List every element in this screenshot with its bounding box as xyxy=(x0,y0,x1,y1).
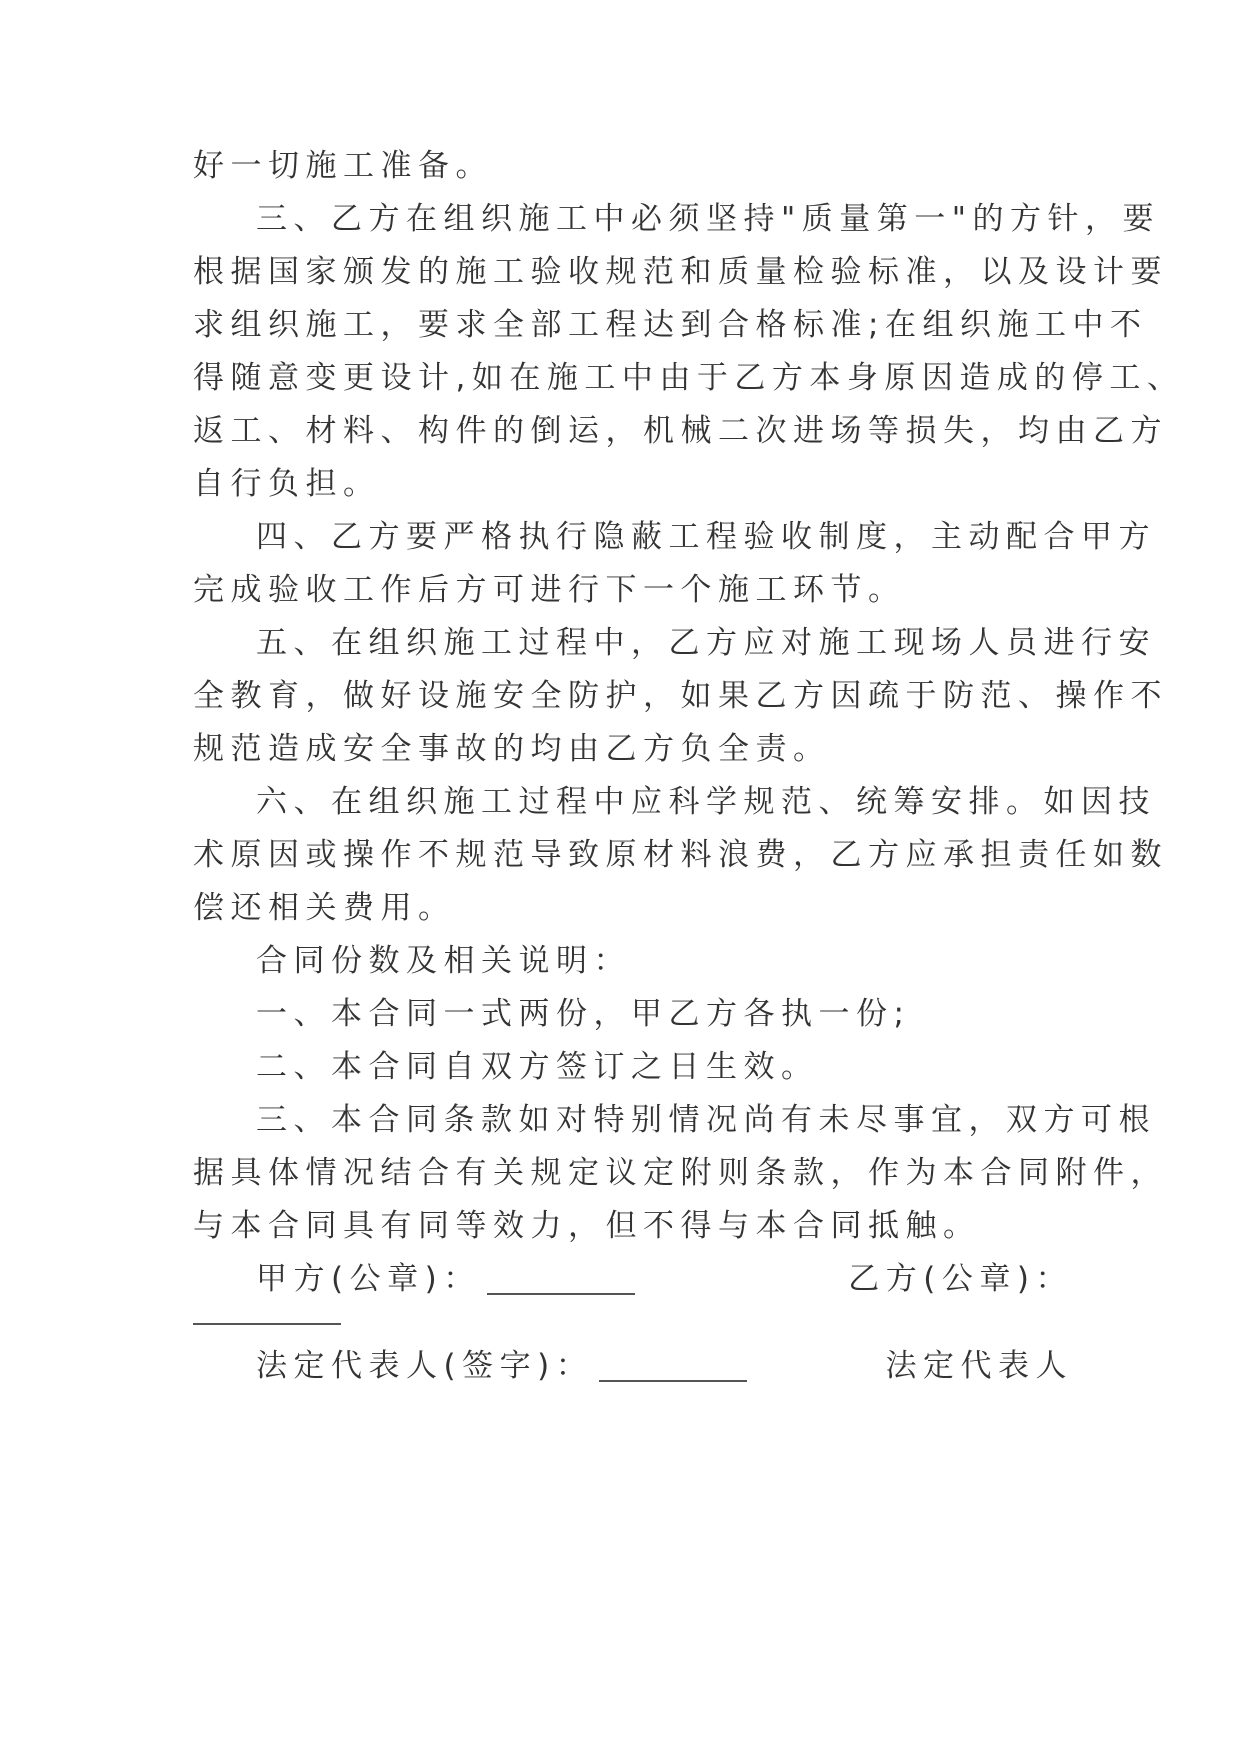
paragraph-line: 与本合同具有同等效力，但不得与本合同抵触。 xyxy=(193,1208,981,1244)
paragraph-line: 求组织施工，要求全部工程达到合格标准;在组织施工中不 xyxy=(193,307,1148,343)
paragraph-line: 术原因或操作不规范导致原材料浪费，乙方应承担责任如数 xyxy=(193,837,1168,873)
paragraph-line: 根据国家颁发的施工验收规范和质量检验标准，以及设计要 xyxy=(193,254,1168,290)
representative-row xyxy=(193,1337,1073,1395)
paragraph-line: 六、在组织施工过程中应科学规范、统筹安排。如因技 xyxy=(256,784,1156,820)
rep-b-label: 法定代表人 xyxy=(885,1348,1073,1384)
paragraph-line: 规范造成安全事故的均由乙方负全责。 xyxy=(193,731,831,767)
paragraph-line: 四、乙方要严格执行隐蔽工程验收制度，主动配合甲方 xyxy=(256,519,1156,555)
paragraph-line: 一、本合同一式两份，甲乙方各执一份; xyxy=(256,996,911,1032)
paragraph-line: 五、在组织施工过程中，乙方应对施工现场人员进行安 xyxy=(256,625,1156,661)
paragraph-line: 全教育，做好设施安全防护，如果乙方因疏于防范、操作不 xyxy=(193,678,1168,714)
party-b-seal-label: 乙方(公章)： xyxy=(848,1261,1073,1297)
paragraph-line: 三、乙方在组织施工中必须坚持"质量第一"的方针，要 xyxy=(256,201,1161,237)
party-a-seal-label: 甲方(公章)： xyxy=(256,1261,481,1297)
paragraph-line: 得随意变更设计,如在施工中由于乙方本身原因造成的停工、 xyxy=(193,360,1185,396)
paragraph-line: 自行负担。 xyxy=(193,466,381,502)
section-heading: 合同份数及相关说明： xyxy=(256,943,631,979)
paragraph-line: 完成验收工作后方可进行下一个施工环节。 xyxy=(193,572,906,608)
paragraph-line: 偿还相关费用。 xyxy=(193,890,456,926)
seal-row xyxy=(193,1250,1073,1308)
party-b-seal-blank[interactable] xyxy=(193,1323,341,1325)
paragraph-line: 三、本合同条款如对特别情况尚有未尽事宜，双方可根 xyxy=(256,1102,1156,1138)
rep-a-label: 法定代表人(签字)： xyxy=(256,1348,594,1384)
paragraph-line: 二、本合同自双方签订之日生效。 xyxy=(256,1049,819,1085)
rep-a-blank[interactable] xyxy=(599,1380,747,1382)
party-a-seal xyxy=(256,1250,635,1308)
party-a-seal-blank[interactable] xyxy=(487,1293,635,1295)
rep-a xyxy=(256,1337,747,1395)
paragraph-line: 好一切施工准备。 xyxy=(193,148,493,184)
paragraph-line: 返工、材料、构件的倒运，机械二次进场等损失，均由乙方 xyxy=(193,413,1168,449)
paragraph-line: 据具体情况结合有关规定议定附则条款，作为本合同附件， xyxy=(193,1155,1168,1191)
